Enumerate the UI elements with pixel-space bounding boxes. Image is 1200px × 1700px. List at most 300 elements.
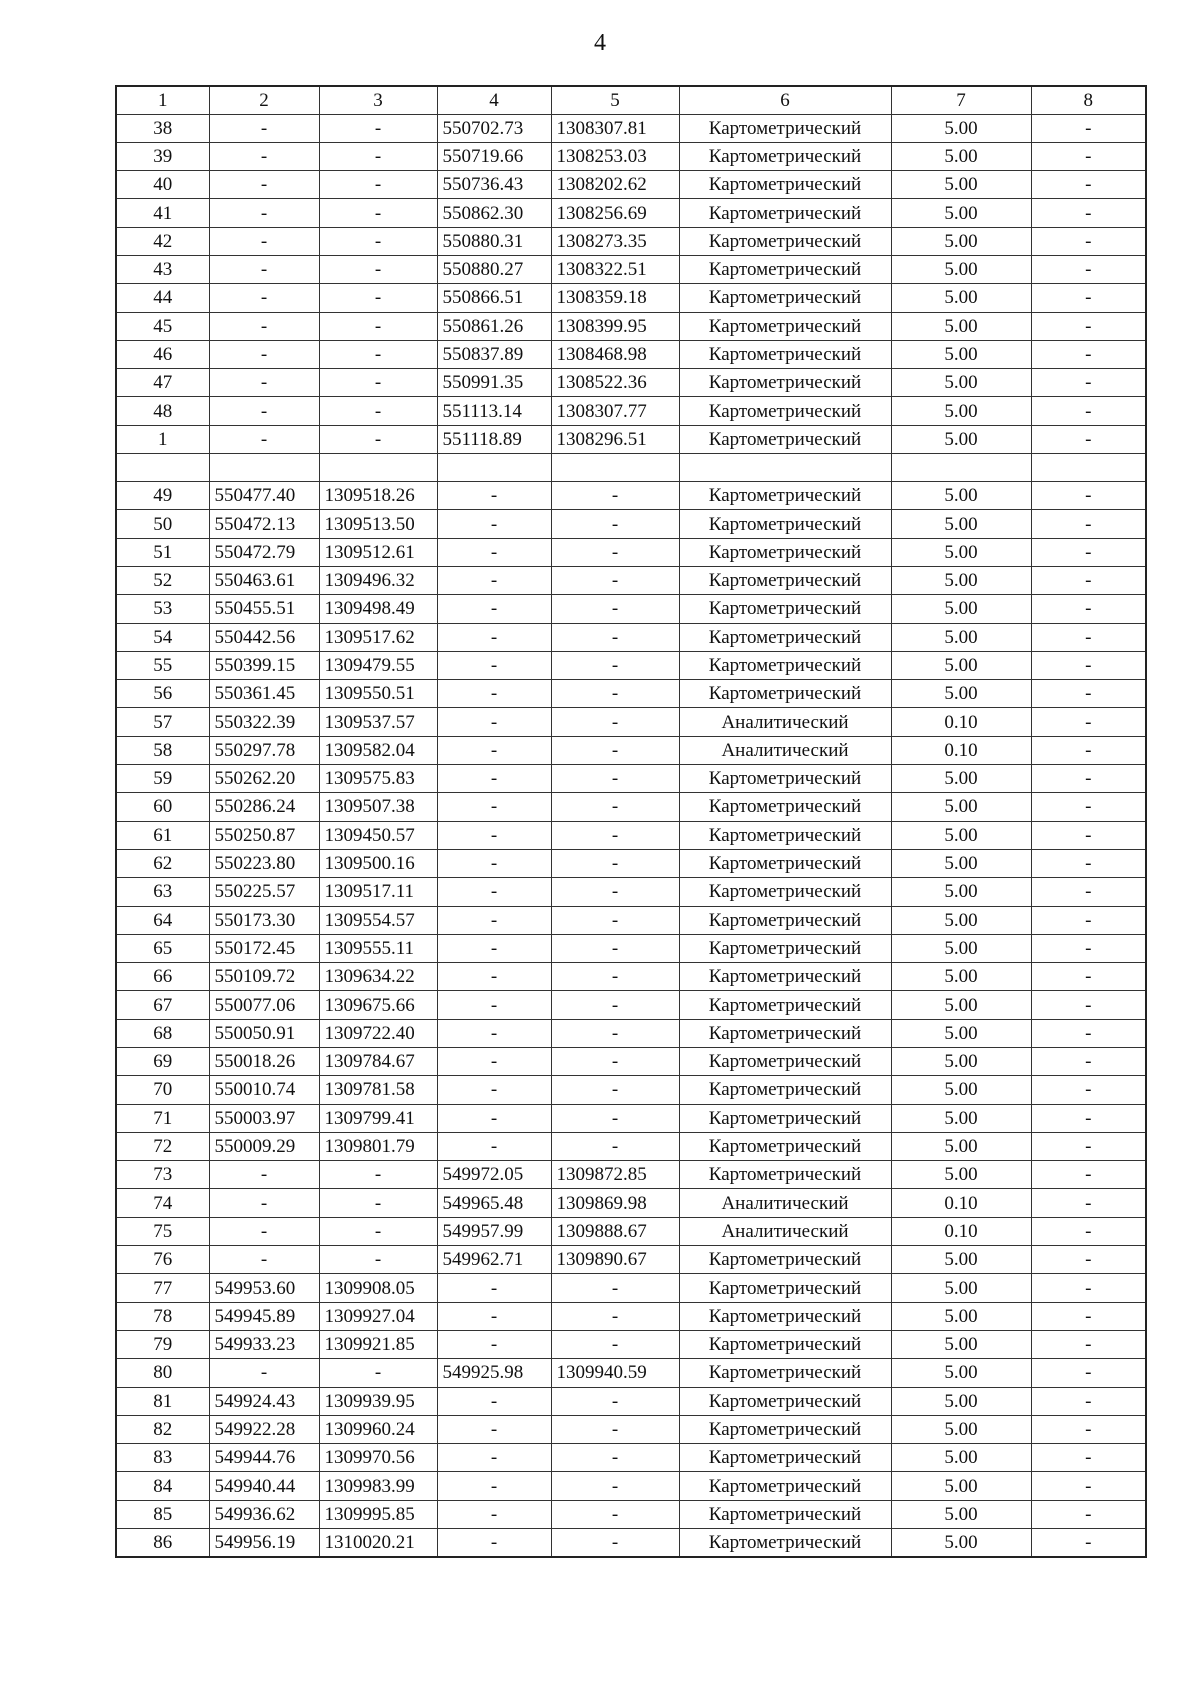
table-cell-col-2: -: [209, 369, 319, 397]
table-cell-col-6: Картометрический: [679, 312, 891, 340]
table-cell-col-2: 549936.62: [209, 1500, 319, 1528]
table-cell-col-8: -: [1031, 1444, 1146, 1472]
table-cell-col-5: -: [551, 736, 679, 764]
table-cell-col-3: 1309512.61: [319, 538, 437, 566]
table-cell-col-1: 62: [116, 849, 209, 877]
table-cell-col-8: -: [1031, 425, 1146, 453]
table-cell-col-4: -: [437, 1274, 551, 1302]
table-cell-col-2: 550225.57: [209, 878, 319, 906]
table-cell-col-7: 5.00: [891, 878, 1031, 906]
table-cell-col-8: -: [1031, 878, 1146, 906]
table-cell-col-6: Картометрический: [679, 1132, 891, 1160]
table-cell-col-8: -: [1031, 171, 1146, 199]
table-cell-col-6: Картометрический: [679, 1302, 891, 1330]
table-cell-col-7: 5.00: [891, 934, 1031, 962]
table-cell-col-6: Картометрический: [679, 991, 891, 1019]
table-cell-col-2: 549922.28: [209, 1415, 319, 1443]
table-cell-col-2: -: [209, 1359, 319, 1387]
table-cell-col-5: -: [551, 1104, 679, 1132]
table-row: [116, 114, 1146, 142]
table-cell-col-4: 549925.98: [437, 1359, 551, 1387]
table-cell-col-3: 1309784.67: [319, 1048, 437, 1076]
table-cell-col-4: -: [437, 538, 551, 566]
table-cell-col-4: -: [437, 1302, 551, 1330]
table-cell-col-3: 1309995.85: [319, 1500, 437, 1528]
table-cell-col-3: 1309799.41: [319, 1104, 437, 1132]
table-cell-col-2: 550322.39: [209, 708, 319, 736]
table-cell-col-8: -: [1031, 1274, 1146, 1302]
table-row: [116, 1529, 1146, 1557]
table-row: [116, 369, 1146, 397]
table-row: [116, 708, 1146, 736]
table-cell-col-6: Картометрический: [679, 425, 891, 453]
table-cell-col-3: -: [319, 312, 437, 340]
table-cell-col-2: -: [209, 397, 319, 425]
table-cell-col-5: -: [551, 510, 679, 538]
table-cell-col-2: 550472.79: [209, 538, 319, 566]
table-cell-col-3: 1309537.57: [319, 708, 437, 736]
table-cell-col-2: 550361.45: [209, 680, 319, 708]
table-cell-col-8: -: [1031, 1359, 1146, 1387]
table-row: [116, 312, 1146, 340]
table-cell-col-1: 82: [116, 1415, 209, 1443]
table-cell-col-2: 550297.78: [209, 736, 319, 764]
table-row: [116, 934, 1146, 962]
table-cell-col-1: 84: [116, 1472, 209, 1500]
table-cell-col-7: 0.10: [891, 1189, 1031, 1217]
table-cell-col-7: 5.00: [891, 1132, 1031, 1160]
table-cell-col-5: -: [551, 482, 679, 510]
table-cell-col-2: 550003.97: [209, 1104, 319, 1132]
table-cell-col-6: Картометрический: [679, 1330, 891, 1358]
table-cell-col-1: 83: [116, 1444, 209, 1472]
table-row: [116, 1161, 1146, 1189]
table-cell-col-5: -: [551, 793, 679, 821]
table-cell-col-6: Картометрический: [679, 1048, 891, 1076]
table-cell-col-2: 549924.43: [209, 1387, 319, 1415]
table-cell-col-2: 550018.26: [209, 1048, 319, 1076]
table-cell-col-3: -: [319, 227, 437, 255]
table-cell-col-7: 5.00: [891, 1500, 1031, 1528]
table-row: [116, 1132, 1146, 1160]
table-cell-col-1: 67: [116, 991, 209, 1019]
table-cell-col-4: 549962.71: [437, 1246, 551, 1274]
table-cell-col-1: 71: [116, 1104, 209, 1132]
table-cell-col-7: 5.00: [891, 1359, 1031, 1387]
table-cell-col-3: 1309970.56: [319, 1444, 437, 1472]
table-cell-col-1: 45: [116, 312, 209, 340]
table-cell-col-8: -: [1031, 482, 1146, 510]
table-cell-col-2: 550262.20: [209, 765, 319, 793]
table-cell-col-5: -: [551, 566, 679, 594]
table-cell-col-4: 550837.89: [437, 340, 551, 368]
column-header-2: 2: [209, 86, 319, 114]
table-cell-col-3: 1309908.05: [319, 1274, 437, 1302]
table-cell-col-2: -: [209, 171, 319, 199]
table-cell-col-7: 5.00: [891, 793, 1031, 821]
table-cell-col-5: -: [551, 1330, 679, 1358]
table-cell-col-1: 60: [116, 793, 209, 821]
table-cell-col-5: -: [551, 623, 679, 651]
table-cell-col-4: -: [437, 1387, 551, 1415]
table-cell-col-7: 5.00: [891, 510, 1031, 538]
table-cell-col-3: 1309518.26: [319, 482, 437, 510]
table-cell-col-4: -: [437, 510, 551, 538]
table-cell-col-4: 551118.89: [437, 425, 551, 453]
table-cell-col-4: -: [437, 623, 551, 651]
table-cell-col-3: -: [319, 284, 437, 312]
table-cell-col-1: 41: [116, 199, 209, 227]
table-cell-col-8: -: [1031, 538, 1146, 566]
table-cell-col-2: 550010.74: [209, 1076, 319, 1104]
table-cell-col-5: -: [551, 1387, 679, 1415]
table-cell-col-2: -: [209, 340, 319, 368]
table-cell-col-7: 5.00: [891, 1161, 1031, 1189]
table-cell-col-8: -: [1031, 793, 1146, 821]
table-cell-col-6: Картометрический: [679, 821, 891, 849]
table-cell-col-4: -: [437, 736, 551, 764]
table-cell-col-3: -: [319, 397, 437, 425]
table-cell-col-8: -: [1031, 1472, 1146, 1500]
table-cell-col-2: -: [209, 1161, 319, 1189]
table-cell-col-2: [209, 454, 319, 482]
table-cell-col-5: 1309872.85: [551, 1161, 679, 1189]
table-cell-col-3: 1309801.79: [319, 1132, 437, 1160]
table-cell-col-8: -: [1031, 1302, 1146, 1330]
table-cell-col-2: 550223.80: [209, 849, 319, 877]
table-cell-col-4: -: [437, 680, 551, 708]
column-header-6: 6: [679, 86, 891, 114]
table-cell-col-3: 1309500.16: [319, 849, 437, 877]
table-cell-col-4: 550880.31: [437, 227, 551, 255]
table-row: [116, 397, 1146, 425]
table-cell-col-4: -: [437, 1500, 551, 1528]
table-cell-col-4: -: [437, 1415, 551, 1443]
table-cell-col-1: 81: [116, 1387, 209, 1415]
table-cell-col-5: -: [551, 1048, 679, 1076]
table-cell-col-1: 68: [116, 1019, 209, 1047]
table-cell-col-4: -: [437, 708, 551, 736]
table-cell-col-6: Картометрический: [679, 651, 891, 679]
table-cell-col-2: -: [209, 255, 319, 283]
table-cell-col-8: -: [1031, 369, 1146, 397]
column-header-4: 4: [437, 86, 551, 114]
table-row: [116, 878, 1146, 906]
table-cell-col-7: 5.00: [891, 623, 1031, 651]
table-cell-col-1: 38: [116, 114, 209, 142]
table-cell-col-7: 5.00: [891, 312, 1031, 340]
table-cell-col-6: [679, 454, 891, 482]
table-cell-col-7: 5.00: [891, 171, 1031, 199]
table-cell-col-7: 5.00: [891, 255, 1031, 283]
table-cell-col-5: 1308468.98: [551, 340, 679, 368]
table-cell-col-2: -: [209, 114, 319, 142]
table-cell-col-3: 1309960.24: [319, 1415, 437, 1443]
table-cell-col-2: -: [209, 227, 319, 255]
table-cell-col-3: 1309575.83: [319, 765, 437, 793]
table-cell-col-7: 5.00: [891, 1444, 1031, 1472]
table-cell-col-7: 5.00: [891, 821, 1031, 849]
table-cell-col-6: Картометрический: [679, 1472, 891, 1500]
table-cell-col-4: -: [437, 1330, 551, 1358]
table-cell-col-7: 5.00: [891, 284, 1031, 312]
table-cell-col-2: 550009.29: [209, 1132, 319, 1160]
table-row: [116, 1302, 1146, 1330]
table-cell-col-3: -: [319, 1217, 437, 1245]
column-header-1: 1: [116, 86, 209, 114]
table-cell-col-8: -: [1031, 680, 1146, 708]
table-row: [116, 765, 1146, 793]
table-cell-col-2: 550250.87: [209, 821, 319, 849]
table-cell-col-5: 1309940.59: [551, 1359, 679, 1387]
table-cell-col-3: 1309517.11: [319, 878, 437, 906]
table-cell-col-5: -: [551, 1019, 679, 1047]
table-cell-col-7: 5.00: [891, 765, 1031, 793]
table-row: [116, 538, 1146, 566]
table-cell-col-8: -: [1031, 1246, 1146, 1274]
table-cell-col-6: Картометрический: [679, 397, 891, 425]
table-cell-col-4: 549965.48: [437, 1189, 551, 1217]
table-cell-col-5: 1308322.51: [551, 255, 679, 283]
table-cell-col-7: 0.10: [891, 1217, 1031, 1245]
table-row: [116, 623, 1146, 651]
table-cell-col-5: -: [551, 1302, 679, 1330]
table-cell-col-6: Картометрический: [679, 878, 891, 906]
table-cell-col-7: 5.00: [891, 1302, 1031, 1330]
table-row: [116, 1359, 1146, 1387]
table-cell-col-7: 5.00: [891, 906, 1031, 934]
table-cell-col-1: 58: [116, 736, 209, 764]
table-cell-col-2: 550172.45: [209, 934, 319, 962]
table-cell-col-2: 549956.19: [209, 1529, 319, 1557]
table-cell-col-3: 1309513.50: [319, 510, 437, 538]
table-cell-col-1: 75: [116, 1217, 209, 1245]
table-cell-col-5: -: [551, 765, 679, 793]
table-cell-col-6: Картометрический: [679, 906, 891, 934]
table-cell-col-3: 1309927.04: [319, 1302, 437, 1330]
table-cell-col-1: 44: [116, 284, 209, 312]
column-header-5: 5: [551, 86, 679, 114]
table-cell-col-1: 40: [116, 171, 209, 199]
table-cell-col-4: 550862.30: [437, 199, 551, 227]
table-row: [116, 171, 1146, 199]
table-cell-col-5: -: [551, 708, 679, 736]
table-cell-col-6: Картометрический: [679, 1246, 891, 1274]
table-row: [116, 1330, 1146, 1358]
table-cell-col-2: 550477.40: [209, 482, 319, 510]
table-cell-col-6: Картометрический: [679, 623, 891, 651]
table-cell-col-3: 1309781.58: [319, 1076, 437, 1104]
table-cell-col-8: -: [1031, 595, 1146, 623]
table-cell-col-8: -: [1031, 1387, 1146, 1415]
table-row: [116, 425, 1146, 453]
table-cell-col-5: -: [551, 680, 679, 708]
table-cell-col-6: Картометрический: [679, 793, 891, 821]
table-cell-col-5: -: [551, 906, 679, 934]
table-cell-col-1: 72: [116, 1132, 209, 1160]
table-row: [116, 1217, 1146, 1245]
table-cell-col-4: 550991.35: [437, 369, 551, 397]
table-cell-col-5: 1308256.69: [551, 199, 679, 227]
table-cell-col-3: 1309921.85: [319, 1330, 437, 1358]
table-cell-col-3: 1309675.66: [319, 991, 437, 1019]
table-row: [116, 1415, 1146, 1443]
table-cell-col-1: 85: [116, 1500, 209, 1528]
table-cell-col-8: -: [1031, 1132, 1146, 1160]
table-cell-col-6: Аналитический: [679, 708, 891, 736]
table-cell-col-6: Картометрический: [679, 765, 891, 793]
table-row: [116, 454, 1146, 482]
table-cell-col-5: 1308202.62: [551, 171, 679, 199]
table-cell-col-3: 1310020.21: [319, 1529, 437, 1557]
table-cell-col-2: -: [209, 1246, 319, 1274]
table-cell-col-6: Картометрический: [679, 482, 891, 510]
table-cell-col-6: Картометрический: [679, 114, 891, 142]
table-cell-col-1: [116, 454, 209, 482]
table-cell-col-2: 550050.91: [209, 1019, 319, 1047]
table-header-row: [116, 86, 1146, 114]
table-row: [116, 991, 1146, 1019]
table-cell-col-3: 1309554.57: [319, 906, 437, 934]
table-cell-col-4: -: [437, 878, 551, 906]
table-cell-col-3: -: [319, 1189, 437, 1217]
table-cell-col-3: 1309983.99: [319, 1472, 437, 1500]
table-cell-col-4: -: [437, 793, 551, 821]
table-cell-col-1: 1: [116, 425, 209, 453]
table-cell-col-1: 65: [116, 934, 209, 962]
table-cell-col-2: 550077.06: [209, 991, 319, 1019]
table-cell-col-5: [551, 454, 679, 482]
table-row: [116, 906, 1146, 934]
table-row: [116, 963, 1146, 991]
table-cell-col-4: -: [437, 482, 551, 510]
table-cell-col-1: 80: [116, 1359, 209, 1387]
table-cell-col-4: -: [437, 566, 551, 594]
table-cell-col-8: -: [1031, 623, 1146, 651]
table-cell-col-2: 550173.30: [209, 906, 319, 934]
table-cell-col-5: 1309869.98: [551, 1189, 679, 1217]
table-cell-col-5: -: [551, 651, 679, 679]
table-cell-col-6: Картометрический: [679, 538, 891, 566]
table-cell-col-4: 550736.43: [437, 171, 551, 199]
table-cell-col-4: -: [437, 1472, 551, 1500]
table-cell-col-8: -: [1031, 340, 1146, 368]
table-cell-col-5: 1308273.35: [551, 227, 679, 255]
table-cell-col-5: -: [551, 821, 679, 849]
table-cell-col-6: Картометрический: [679, 199, 891, 227]
table-cell-col-2: 549953.60: [209, 1274, 319, 1302]
table-cell-col-6: Картометрический: [679, 934, 891, 962]
table-cell-col-6: Картометрический: [679, 1529, 891, 1557]
table-cell-col-6: Картометрический: [679, 963, 891, 991]
table-row: [116, 199, 1146, 227]
table-cell-col-7: 5.00: [891, 680, 1031, 708]
table-cell-col-1: 53: [116, 595, 209, 623]
table-cell-col-8: -: [1031, 255, 1146, 283]
table-row: [116, 1387, 1146, 1415]
table-cell-col-8: -: [1031, 1076, 1146, 1104]
table-cell-col-5: 1309890.67: [551, 1246, 679, 1274]
table-cell-col-8: -: [1031, 397, 1146, 425]
table-cell-col-7: 5.00: [891, 1076, 1031, 1104]
coordinates-table: [115, 85, 1147, 1558]
table-cell-col-2: 549945.89: [209, 1302, 319, 1330]
table-cell-col-4: -: [437, 1048, 551, 1076]
table-row: [116, 1076, 1146, 1104]
table-cell-col-7: 5.00: [891, 142, 1031, 170]
table-cell-col-7: 5.00: [891, 849, 1031, 877]
table-cell-col-7: 5.00: [891, 1019, 1031, 1047]
table-cell-col-1: 43: [116, 255, 209, 283]
table-cell-col-4: 550719.66: [437, 142, 551, 170]
table-cell-col-6: Картометрический: [679, 510, 891, 538]
table-cell-col-7: 5.00: [891, 566, 1031, 594]
table-cell-col-5: 1308399.95: [551, 312, 679, 340]
table-cell-col-7: 5.00: [891, 1274, 1031, 1302]
table-row: [116, 1472, 1146, 1500]
table-cell-col-1: 66: [116, 963, 209, 991]
table-row: [116, 1246, 1146, 1274]
table-cell-col-7: 5.00: [891, 1387, 1031, 1415]
table-cell-col-8: -: [1031, 1500, 1146, 1528]
table-cell-col-8: -: [1031, 1048, 1146, 1076]
table-cell-col-6: Картометрический: [679, 227, 891, 255]
table-cell-col-8: -: [1031, 651, 1146, 679]
table-cell-col-1: 73: [116, 1161, 209, 1189]
table-cell-col-7: 5.00: [891, 227, 1031, 255]
table-cell-col-1: 86: [116, 1529, 209, 1557]
table-cell-col-8: -: [1031, 708, 1146, 736]
table-cell-col-3: 1309634.22: [319, 963, 437, 991]
table-cell-col-1: 49: [116, 482, 209, 510]
table-cell-col-3: 1309555.11: [319, 934, 437, 962]
table-row: [116, 340, 1146, 368]
table-cell-col-2: -: [209, 1217, 319, 1245]
table-cell-col-8: -: [1031, 906, 1146, 934]
table-cell-col-1: 74: [116, 1189, 209, 1217]
table-row: [116, 1444, 1146, 1472]
table-cell-col-8: -: [1031, 1217, 1146, 1245]
table-cell-col-7: 5.00: [891, 1472, 1031, 1500]
table-cell-col-4: 549957.99: [437, 1217, 551, 1245]
table-cell-col-1: 78: [116, 1302, 209, 1330]
table-cell-col-2: -: [209, 284, 319, 312]
table-cell-col-3: 1309450.57: [319, 821, 437, 849]
table-cell-col-6: Картометрический: [679, 171, 891, 199]
table-cell-col-1: 47: [116, 369, 209, 397]
table-cell-col-1: 39: [116, 142, 209, 170]
table-row: [116, 680, 1146, 708]
table-cell-col-3: -: [319, 171, 437, 199]
table-cell-col-5: -: [551, 963, 679, 991]
table-cell-col-5: -: [551, 1132, 679, 1160]
table-cell-col-2: 549933.23: [209, 1330, 319, 1358]
table-cell-col-7: 5.00: [891, 1048, 1031, 1076]
table-cell-col-6: Картометрический: [679, 1500, 891, 1528]
table-cell-col-7: [891, 454, 1031, 482]
table-cell-col-8: -: [1031, 199, 1146, 227]
table-row: [116, 1500, 1146, 1528]
table-cell-col-6: Аналитический: [679, 736, 891, 764]
table-cell-col-6: Картометрический: [679, 566, 891, 594]
table-cell-col-8: -: [1031, 510, 1146, 538]
table-cell-col-7: 5.00: [891, 1104, 1031, 1132]
table-row: [116, 566, 1146, 594]
table-cell-col-6: Картометрический: [679, 1019, 891, 1047]
table-row: [116, 255, 1146, 283]
table-cell-col-4: 549972.05: [437, 1161, 551, 1189]
table-cell-col-8: -: [1031, 1189, 1146, 1217]
